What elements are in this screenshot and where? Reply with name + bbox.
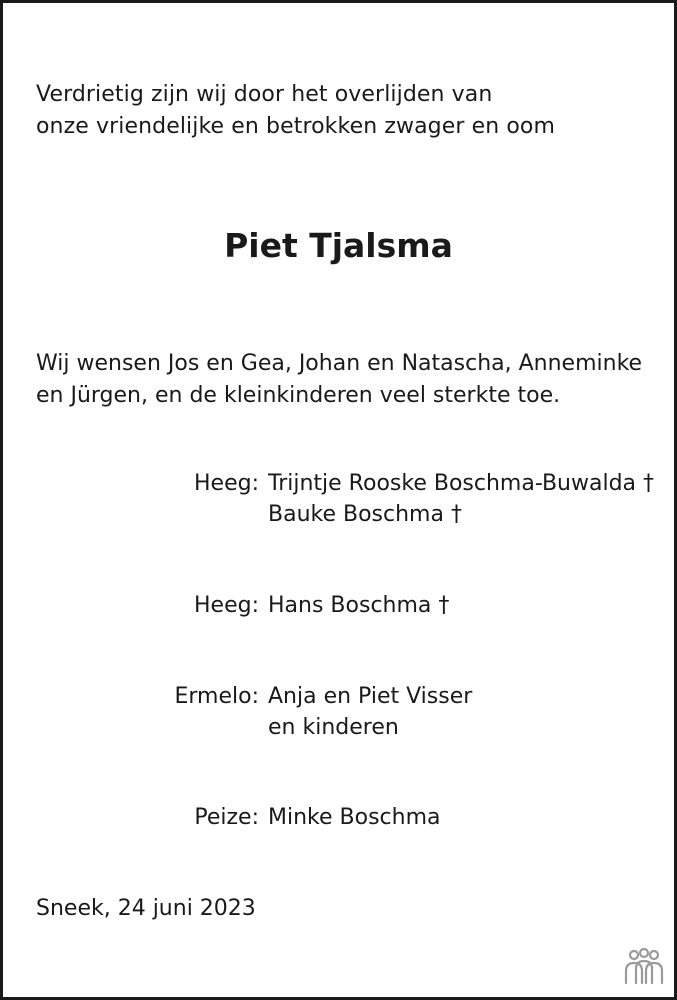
- family-names: [268, 802, 441, 833]
- family-name-line: Hans Boschma †: [268, 593, 450, 618]
- wish-text: [36, 348, 642, 412]
- family-names: [268, 590, 449, 621]
- intro-line: onze vriendelijke en betrokken zwager en oom: [36, 114, 556, 139]
- family-place: Peize:: [194, 805, 259, 830]
- family-name-line: en kinderen: [268, 715, 399, 740]
- family-name-line: Anja en Piet Visser: [268, 684, 473, 709]
- family-name-line: Trijntje Rooske Boschma-Buwalda †: [268, 471, 655, 496]
- place-date: Sneek, 24 juni 2023: [36, 896, 256, 921]
- family-name-line: Bauke Boschma †: [268, 502, 462, 527]
- intro-line: Verdrietig zijn wij door het overlijden van: [36, 82, 493, 107]
- wish-line: Wij wensen Jos en Gea, Johan en Natascha, Anneminke: [36, 351, 643, 376]
- deceased-name: Piet Tjalsma: [224, 226, 453, 265]
- family-names: [268, 468, 654, 530]
- family-place: Heeg:: [194, 471, 259, 496]
- wish-line: en Jürgen, en de kleinkinderen veel sterkte toe.: [36, 383, 561, 408]
- people-group-logo-icon: [620, 947, 668, 987]
- intro-text: [36, 79, 555, 143]
- family-place: Heeg:: [194, 593, 259, 618]
- family-name-line: Minke Boschma: [268, 805, 441, 830]
- family-names: [268, 681, 472, 743]
- family-place: Ermelo:: [174, 684, 259, 709]
